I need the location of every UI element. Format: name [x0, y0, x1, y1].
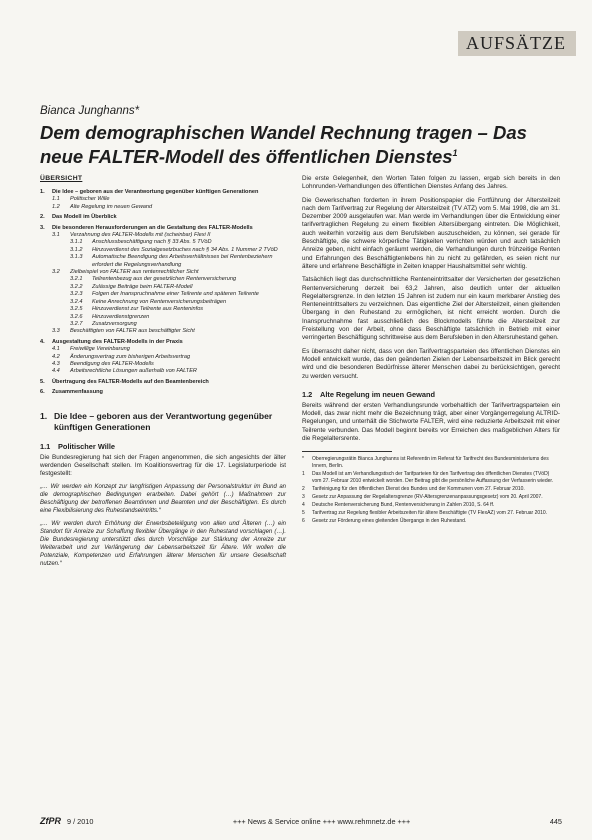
toc-item-number: 3.2.5 [70, 306, 83, 313]
subsection-title: Politischer Wille [58, 441, 116, 451]
toc-item-text: Die besonderen Herausforderungen an die Gestaltung des FALTER-Modells [52, 224, 253, 231]
footnote-number: 3 [302, 493, 305, 500]
toc-item-number: 1.1 [52, 196, 60, 203]
section-number: 1. [40, 410, 48, 421]
right-column [302, 175, 560, 526]
toc-item-number: 3. [40, 224, 45, 231]
toc-item-text: Automatische Beendigung des Arbeitsverhältnisses bei Rentenbeziehern erfordert die Regelungsverhandlung [92, 254, 273, 268]
toc-item-text: Zulässige Beiträge beim FALTER-Modell [92, 283, 193, 290]
footnote-text: Deutsche Rentenversicherung Bund, Rentenversicherung in Zahlen 2010, S. 64 ff. [312, 501, 495, 508]
toc-item-number: 2. [40, 214, 45, 221]
toc-item [40, 232, 286, 239]
journal-logo: ZfPR [40, 816, 61, 826]
toc-item [40, 189, 286, 196]
toc-item-number: 1. [40, 189, 45, 195]
toc-item-text: Politischer Wille [70, 196, 110, 203]
toc-item [40, 339, 286, 346]
subsection-heading [40, 442, 286, 451]
toc-item-text: Hinzuverdienst des Sozialgesetzbuches nach § 34 Abs. 1 Nummer 2 TVöD [92, 246, 278, 253]
page-footer [40, 816, 562, 826]
body-paragraph: Die Gewerkschaften forderten in ihrem Positionspapier die Fortführung der Altersteilzeit nach dem Tarifvertrag zur Regelung der Altersteilzeit (TV ATZ) vom 5. Mai 1998, die am 31. Dezember 2009 ausgelaufen war. Man werde im Verhandlungen über die Entwicklung einer tarifvertraglichen Regelung zu einem flexiblen Altersübergang eintreten. Die Möglichkeit, auch weiterhin vorzeitig aus dem Berufsleben auszuscheiden, zu können, sei gerade für Beschäftigte, die schwere körperliche Tätigkeiten verrichten würden und auch tatsächlich Anreize geben, nicht einfach geräumt werden, die Verhandlungen durch frühzeitige Renten und Erfahrungen des Beschäftigtenlebens hin zu nicht zu gefährden, es seien nicht nur ältere und erfahrene Beschäftigte in Zeiten knapper Haushaltsmittel sehr wichtig. [302, 196, 560, 270]
footnote-number: 6 [302, 518, 305, 525]
toc-item [40, 314, 286, 321]
footnote-number: 1 [302, 471, 305, 477]
footnote-text: Tarifeinigung für den öffentlichen Dienst des Bundes und der Kommunen vom 27. Februar 2010. [312, 485, 525, 492]
toc-item [40, 306, 286, 313]
toc-item-number: 3.1.1 [70, 239, 83, 246]
toc-item [40, 354, 286, 361]
toc-item-number: 4.4 [52, 368, 60, 375]
toc-item-number: 3.2.4 [70, 298, 83, 305]
toc-item-text: Übertragung des FALTER-Modells auf den Beamtenbereich [52, 378, 209, 385]
toc-item-text: Beendigung des FALTER-Modells [70, 360, 154, 367]
footnote-text: Oberregierungsrätin Bianca Junghanns ist Referentin im Referat für Tarifrecht des Bundesministeriums des Innern, Berlin. [312, 456, 549, 469]
footnote-number: 2 [302, 485, 305, 492]
toc-item [40, 247, 286, 254]
footnote-text: Das Modell ist am Verhandlungstisch der Tarifparteien für den Tarifvertrag des öffentlichen Dienstes (TVöD) vom 27. Februar 2010 entwickelt worden. Der Beitrag gibt die persönliche Auffassung der Verfasserin wieder. [312, 471, 554, 484]
toc-item-text: Freiwillige Vereinbarung [70, 346, 130, 353]
body-paragraph: Es überrascht daher nicht, dass von den Tarifvertragsparteien des öffentlichen Dienstes ein Modell entwickelt wurde, das den geänderten Zielen der Lebensarbeitszeit im Blick gerecht wird und die besonderen Bedürfnisse älterer Menschen dabei zu berücksichtigen, gerecht zu werden versucht. [302, 347, 560, 380]
toc-item [40, 225, 286, 232]
issue-number: 9 / 2010 [67, 816, 94, 826]
footnote [302, 502, 560, 509]
toc-item [40, 284, 286, 291]
footnote-text: Gesetz zur Förderung eines gleitenden Übergangs in den Ruhestand. [312, 518, 467, 525]
toc-item [40, 254, 286, 269]
article-title [40, 122, 560, 167]
toc-item-text: Alte Regelung im neuen Gewand [70, 203, 153, 210]
section-heading [40, 411, 286, 433]
toc-item [40, 321, 286, 328]
toc-item-text: Arbeitsrechtliche Lösungen außerhalb von FALTER [70, 368, 197, 375]
footnote [302, 494, 560, 501]
toc-item-number: 3.1.2 [70, 246, 83, 253]
toc-item-number: 5. [40, 378, 45, 385]
title-footnote-marker: 1 [452, 148, 458, 158]
toc-item-text: Hinzuverdienst zur Teilrente aus Renteninfos [92, 306, 204, 313]
toc-item [40, 239, 286, 246]
footnote-text: Tarifvertrag zur Regelung flexibler Arbeitszeiten für ältere Beschäftigte (TV FlexAZ) vom 27. Februar 2010. [312, 509, 548, 516]
toc-item [40, 214, 286, 221]
footnote-number: * [302, 456, 304, 463]
subsection-heading [302, 390, 560, 399]
toc-item [40, 276, 286, 283]
body-paragraph: Tatsächlich liegt das durchschnittliche Renteneintrittsalter der Versicherten der gesetzlichen Rentenversicherung derzeit bei 63,2 Jahren, also deutlich unter der aktuellen Regelaltersgrenze. In den letzten 15 Jahren ist zudem nur ein kaum merkbarer Anstieg des Renteneintrittsalters zu verzeichnen. Das eigentliche Ziel der Altersteilzeit, einen gleitenden Übergang in den Ruhestand zu ermöglichen, ist nicht erreicht worden. Durch die Inanspruchnahme fast ausschließlich des Blockmodells führte die Altersteilzeit zur Freistellung von der Arbeit, ohne dass Beschäftigte tatsächlich in Betrieb mit einer verringerten Beschäftigung schrittweise aus dem Berufsleben in den Altersruhestand gehen. [302, 276, 560, 342]
left-column [40, 175, 286, 573]
toc-item-number: 3.1 [52, 232, 60, 239]
quote-paragraph: „… Wir werden ein Konzept zur langfristigen Anpassung der Personalstruktur im Bund an die demographischen Bedingungen erarbeiten. Dabei gehört (…) Maßnahmen zur Beschäftigung der betroffenen Beamtinnen und Beamten und der Beschäftigten. Es durch eine Flexibilisierung des Ruhestandseintritts.“ [40, 484, 286, 515]
toc-list [40, 189, 286, 397]
footnote-text: Gesetz zur Anpassung der Regelaltersgrenze (RV-Altersgrenzenanpassungsgesetz) vom 20. April 2007. [312, 493, 543, 500]
toc-item-number: 3.2.6 [70, 313, 83, 320]
toc-item-text: Folgen der Inanspruchnahme einer Teilrente und späteren Teilrente [92, 291, 259, 298]
toc-item-text: Hinzuverdienstgrenzen [92, 313, 150, 320]
toc-item-number: 4. [40, 338, 45, 345]
toc-item [40, 389, 286, 396]
footnote-list [302, 456, 560, 524]
subsection-number: 1.1 [40, 441, 51, 451]
toc-item-text: Keine Anrechnung von Rentenversicherungsbeiträgen [92, 298, 227, 305]
page-number: 445 [549, 816, 562, 826]
toc-item-number: 3.2.3 [70, 291, 83, 298]
toc-item [40, 379, 286, 386]
toc-item-text: Zielbeispiel von FALTER aus rentenrechtlicher Sicht [70, 269, 199, 276]
toc-item [40, 204, 286, 211]
toc-item-text: Die Idee – geboren aus der Verantwortung gegenüber künftigen Generationen [52, 189, 259, 195]
footnote-divider [302, 451, 392, 452]
toc-item [40, 299, 286, 306]
footnote [302, 510, 560, 517]
body-paragraph: Die erste Gelegenheit, den Worten Taten folgen zu lassen, ergab sich bereits in den Lohnrunden-Verhandlungen des öffentlichen Dienstes Anfang des Jahres. [302, 175, 560, 191]
toc-item [40, 328, 286, 335]
toc-item-number: 3.1.3 [70, 254, 83, 261]
toc-item-number: 4.1 [52, 346, 60, 353]
toc-item-text: Zusammenfassung [52, 389, 103, 396]
toc-item [40, 368, 286, 375]
subsection-title: Alte Regelung im neuen Gewand [320, 389, 435, 399]
toc-item-number: 3.2.2 [70, 283, 83, 290]
footer-service-link[interactable]: +++ News & Service online +++ www.rehmnetz.de +++ [232, 816, 411, 826]
toc-heading: ÜBERSICHT [40, 175, 83, 182]
toc-item-text: Verzahnung des FALTER-Modells mit (scheinbar) Flexi II [70, 232, 211, 239]
toc-item [40, 361, 286, 368]
author-name: Bianca Junghanns* [40, 105, 140, 117]
toc-item [40, 269, 286, 276]
toc-item-number: 4.3 [52, 360, 60, 367]
toc-item-text: Ausgestaltung des FALTER-Modells in der Praxis [52, 338, 183, 345]
section-header [458, 30, 576, 56]
body-paragraph: Die Bundesregierung hat sich der Fragen angenommen, die sich angesichts der älter werdenden Gesellschaft stellen. Im Koalitionsvertrag für die 17. Legislaturperiode ist festgestellt: [40, 453, 286, 478]
subsection-number: 1.2 [302, 389, 313, 399]
footnote [302, 518, 560, 525]
body-paragraph: Bereits während der ersten Verhandlungsrunde vorbehaltlich der Tarifvertragsparteien ein Modell, das zwar nicht mehr die Bezeichnung trägt, aber einer Vorgängerregelung ALTRID-Regelungen, und unterhält die Stichworte FALTER, wird eine reduzierte Arbeitszeit mit einer Teilrente verbunden. Das Modell beginnt bereits vor Erreichen des maßgeblichen Alters für die Regelaltersrente. [302, 401, 560, 443]
toc-item-text: Zusatzversorgung [92, 320, 137, 327]
toc-item-number: 3.2.7 [70, 320, 83, 327]
toc-item-number: 3.3 [52, 328, 60, 335]
toc-item [40, 346, 286, 353]
toc-item [40, 291, 286, 298]
toc-item-text: Änderungsvertrag zum bisherigen Arbeitsvertrag [70, 353, 191, 360]
toc-item-number: 4.2 [52, 353, 60, 360]
quote-paragraph: „… Wir werden durch Erhöhung der Erwerbsbeteiligung von allen und Älteren (…) ein Standort für Anreize zur Schaffung flexibler Übergänge in den Ruhestand vorschlagen (…). Die Bundesregierung unterstützt dies durch Vorschläge zur Stärkung der Anreize zur Weiterarbeit und zur Verlängerung der Lebensarbeitszeit für Ältere. Wir wollen die Potenziale, Kompetenzen und Erfahrungen älterer Menschen für unsere Gesellschaft nutzen.“ [40, 521, 286, 568]
toc-item [40, 196, 286, 203]
toc-item-number: 3.2.1 [70, 276, 83, 283]
footnote [302, 456, 560, 469]
toc-item-text: Teilrentenbezug aus der gesetzlichen Rentenversicherung [92, 276, 237, 283]
toc-item-text: Das Modell im Überblick [52, 214, 117, 221]
footnote-number: 4 [302, 501, 305, 508]
toc-item-text: Beschäftigten von FALTER aus beschäftigter Sicht [70, 328, 195, 335]
toc-item-number: 6. [40, 389, 45, 396]
article-title-text: Dem demographischen Wandel Rechnung tragen – Das neue FALTER-Modell des öffentlichen Dienstes [40, 122, 527, 168]
footnote [302, 486, 560, 493]
section-label: AUFSÄTZE [458, 31, 576, 56]
toc-item-text: Anschlussbeschäftigung nach § 33 Abs. 5 TVöD [92, 239, 212, 246]
section-title: Die Idee – geboren aus der Verantwortung gegenüber künftigen Generationen [54, 410, 273, 432]
toc-item-number: 3.2 [52, 269, 60, 276]
footnote-number: 5 [302, 509, 305, 516]
footnote [302, 471, 560, 484]
toc-item-number: 1.2 [52, 203, 60, 210]
